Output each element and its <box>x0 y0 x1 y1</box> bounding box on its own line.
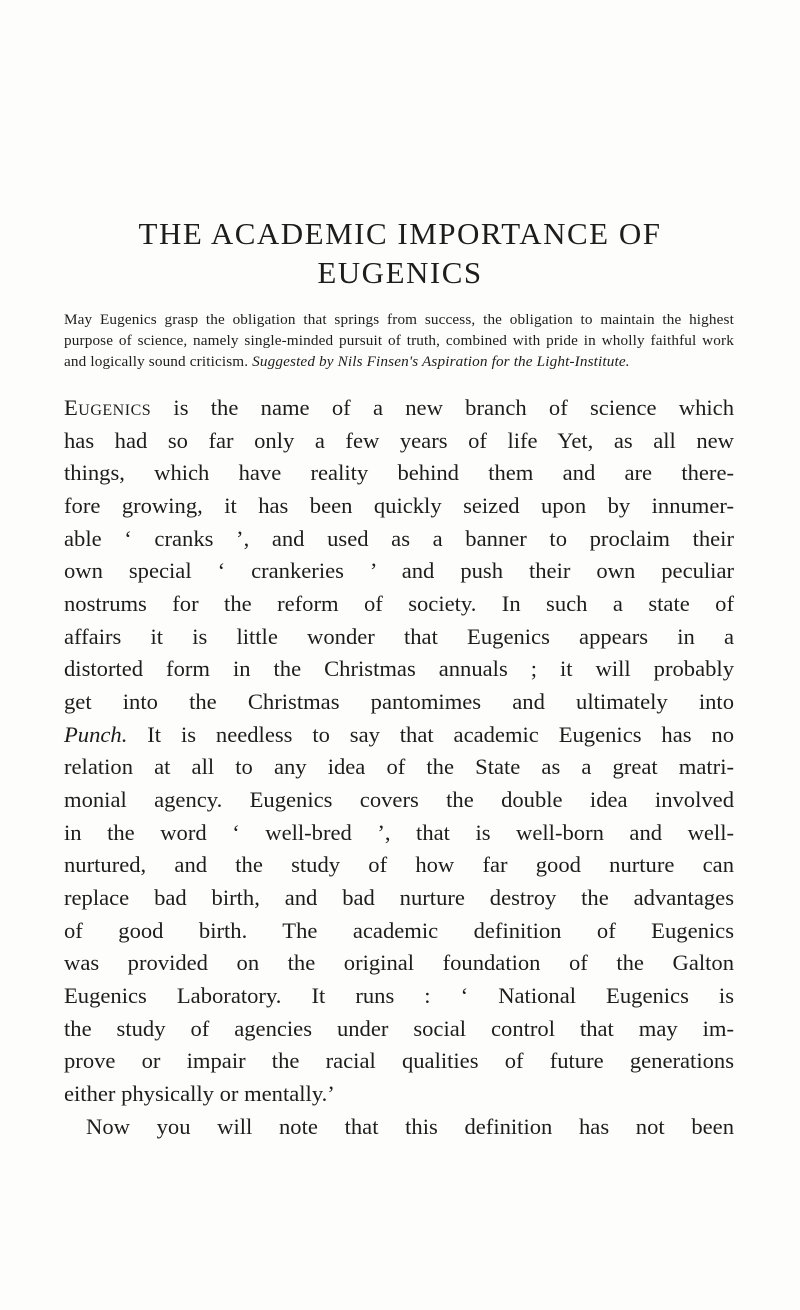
epigraph <box>64 309 734 372</box>
epigraph-source: Suggested by Nils Finsen's Aspiration for the Light-Institute. <box>252 353 630 370</box>
body-line-7: nostrums for the reform of society. In such a state of <box>64 591 734 616</box>
body-line-17: of good birth. The academic definition of Eugenics <box>64 918 734 943</box>
body-line-text: is the name of a new branch of science which <box>173 395 734 420</box>
body-line-2: has had so far only a few years of life Yet, as all new <box>64 428 734 453</box>
drop-word: Eugenics <box>64 395 152 420</box>
body-line-6: own special ‘ crankeries ’ and push their own peculiar <box>64 558 734 583</box>
punch-title: Punch. <box>64 722 128 747</box>
body-line-9: distorted form in the Christmas annuals ; it will probably <box>64 656 734 681</box>
chapter-title-line-1: THE ACADEMIC IMPORTANCE OF <box>138 216 662 251</box>
body-line-10: get into the Christmas pantomimes and ultimately into <box>64 689 734 714</box>
body-line-15: nurtured, and the study of how far good nurture can <box>64 852 734 877</box>
body-line-4: fore growing, it has been quickly seized upon by innumer- <box>64 493 734 518</box>
body-line-1 <box>64 392 734 424</box>
body-line-13: monial agency. Eugenics covers the double idea involved <box>64 787 734 812</box>
body-line-19: Eugenics Laboratory. It runs : ‘ National Eugenics is <box>64 983 734 1008</box>
body-line-16: replace bad birth, and bad nurture destroy the advantages <box>64 885 734 910</box>
body-line-3: things, which have reality behind them and are there- <box>64 460 734 485</box>
body-line-22: either physically or mentally.’ <box>64 1081 335 1106</box>
body-line-14: in the word ‘ well-bred ’, that is well-born and well- <box>64 820 734 845</box>
body-line-23: Now you will note that this definition has not been <box>86 1114 734 1139</box>
body-line-11 <box>64 719 734 751</box>
chapter-title-line-2: EUGENICS <box>317 255 483 290</box>
body-line-12: relation at all to any idea of the State as a great matri- <box>64 754 734 779</box>
body-line-5: able ‘ cranks ’, and used as a banner to proclaim their <box>64 526 734 551</box>
body-line-text: It is needless to say that academic Eugenics has no <box>147 722 734 747</box>
body-line-20: the study of agencies under social control that may im- <box>64 1016 734 1041</box>
body-line-8: affairs it is little wonder that Eugenics appears in a <box>64 624 734 649</box>
epigraph-text: May Eugenics grasp the obligation that springs from success, the obligation to maintain the highest purpose of science, namely single-minded pursuit of truth, combined with pride in wholly faithful work and logically sound criticism. <box>64 311 734 370</box>
body-line-21: prove or impair the racial qualities of future generations <box>64 1048 734 1073</box>
body-line-18: was provided on the original foundation of the Galton <box>64 950 734 975</box>
